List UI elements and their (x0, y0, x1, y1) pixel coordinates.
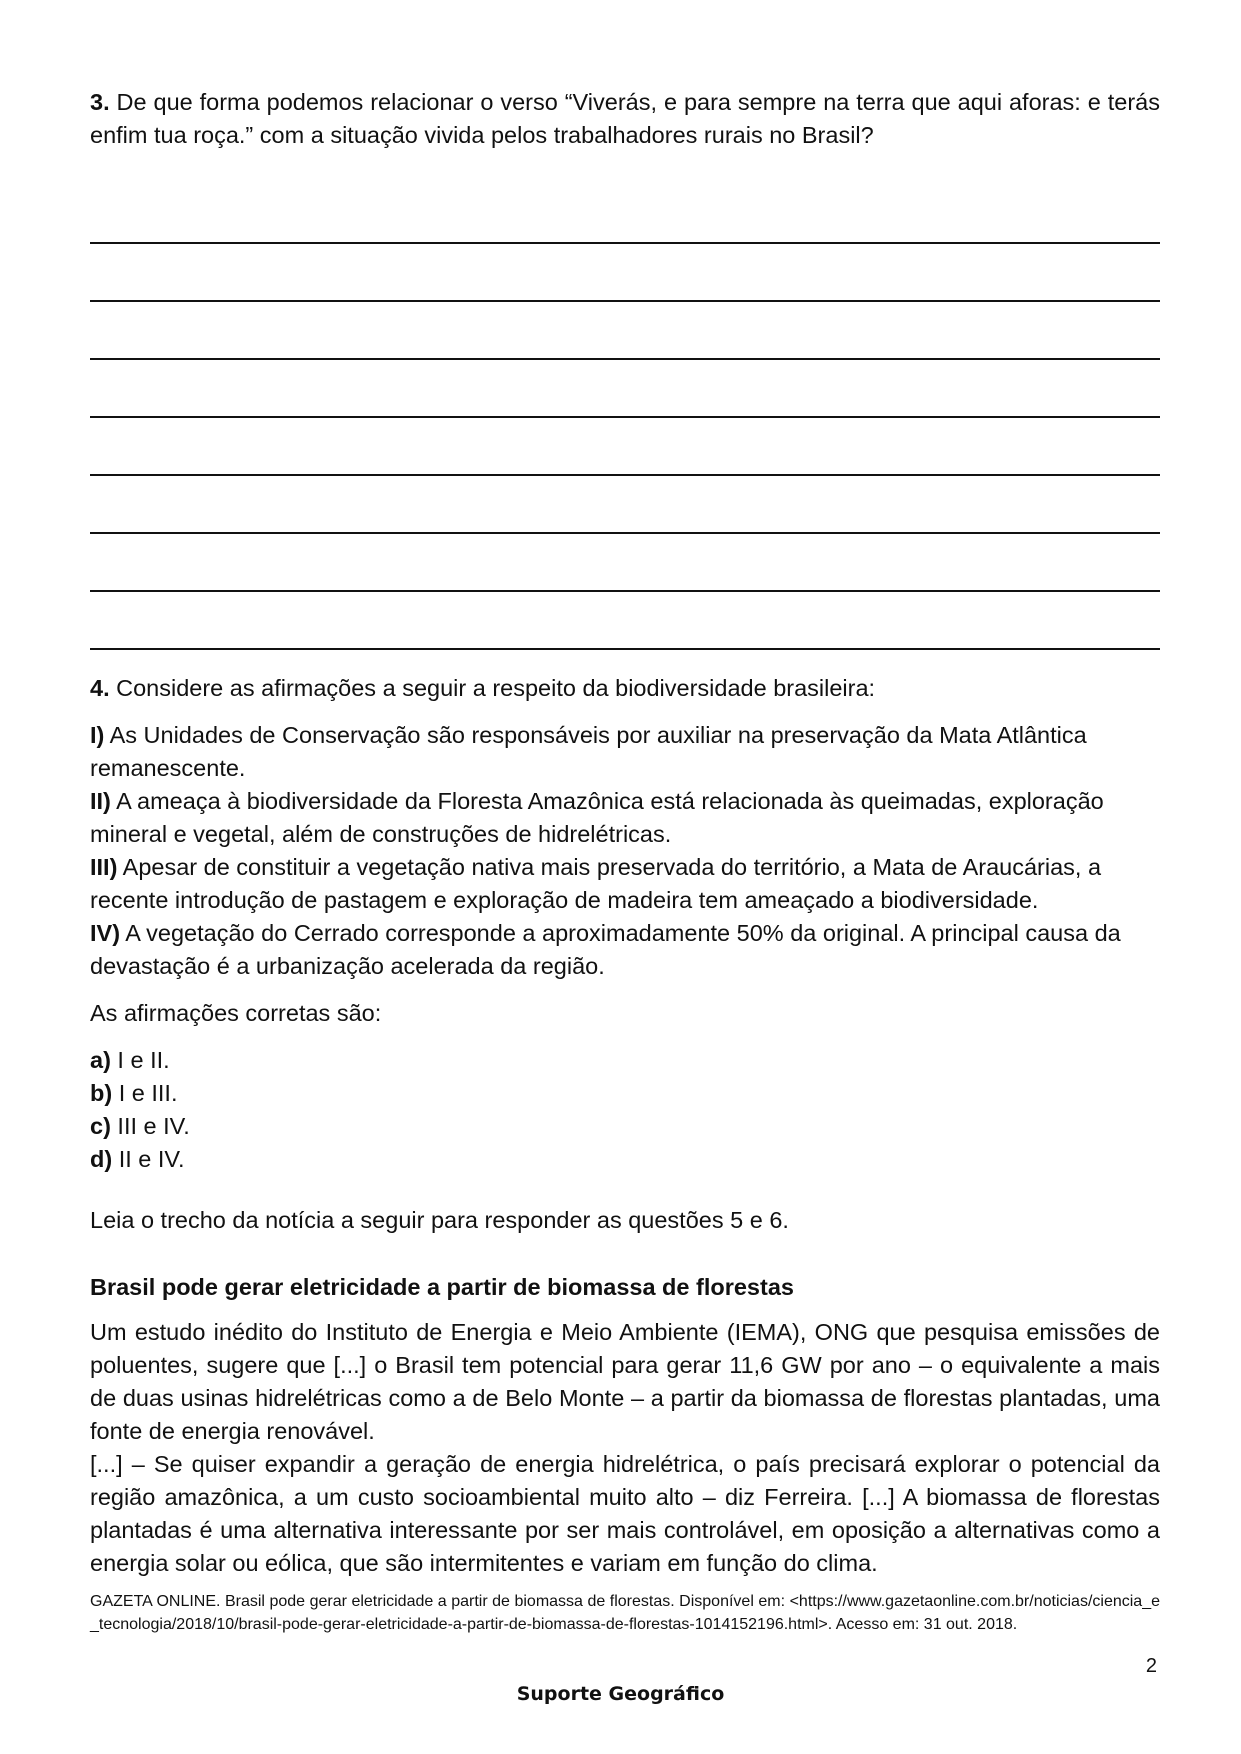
answer-line[interactable] (90, 244, 1160, 302)
statement-label: III) (90, 854, 118, 880)
option-label: b) (90, 1080, 113, 1106)
question-4-number: 4. (90, 675, 110, 701)
answer-line[interactable] (90, 186, 1160, 244)
answer-line[interactable] (90, 360, 1160, 418)
option-text: II e IV. (112, 1146, 185, 1172)
statements-list (90, 719, 1160, 983)
question-4-intro (90, 672, 1160, 705)
question-3-number: 3. (90, 89, 110, 115)
footer-brand: Suporte Geográfico (516, 1683, 725, 1705)
statement-text: A ameaça à biodiversidade da Floresta Amazônica está relacionada às queimadas, exploração mineral e vegetal, além de construções de hidrelétricas. (90, 788, 1104, 847)
option-text: III e IV. (110, 1113, 190, 1139)
article-paragraph-1: Um estudo inédito do Instituto de Energia e Meio Ambiente (IEMA), ONG que pesquisa emissões de poluentes, sugere que [...] o Brasil tem potencial para gerar 11,6 GW por ano – o equivalente a mais de duas usinas hidrelétricas como a de Belo Monte – a partir da biomassa de florestas plantadas, uma fonte de energia renovável. (90, 1319, 1160, 1444)
reading-intro: Leia o trecho da notícia a seguir para responder as questões 5 e 6. (90, 1207, 789, 1233)
statement-text: Apesar de constituir a vegetação nativa mais preservada do território, a Mata de Araucárias, a recente introdução de pastagem e exploração de madeira tem ameaçado a biodiversidade. (90, 854, 1102, 913)
option-label: c) (90, 1113, 111, 1139)
answer-line[interactable] (90, 592, 1160, 650)
article-headline: Brasil pode gerar eletricidade a partir de biomassa de florestas (90, 1274, 794, 1300)
statement-ii (90, 785, 1160, 851)
options-list (90, 1044, 1160, 1176)
question-3 (90, 86, 1160, 152)
option-d[interactable] (90, 1143, 1160, 1176)
answer-line[interactable] (90, 302, 1160, 360)
worksheet-page (90, 86, 1160, 1636)
question-4-prompt: As afirmações corretas são: (90, 1000, 382, 1026)
statement-iii (90, 851, 1160, 917)
article-citation: GAZETA ONLINE. Brasil pode gerar eletricidade a partir de biomassa de florestas. Disponível em: <https://www.gazetaonline.com.br/noticias/ciencia_e_tecnologia/2018/10/brasil-pode-gerar-eletricidade-a-partir-de-biomassa-de-florestas-1014152196.html>. Acesso em: 31 out. 2018. (90, 1593, 1160, 1633)
statement-text: A vegetação do Cerrado corresponde a aproximadamente 50% da original. A principal causa da devastação é a urbanização acelerada da região. (90, 920, 1121, 979)
question-3-text: De que forma podemos relacionar o verso “Viverás, e para sempre na terra que aqui aforas: e terás enfim tua roça.” com a situação vivida pelos trabalhadores rurais no Brasil? (90, 89, 1160, 148)
question-4-intro-text: Considere as afirmações a seguir a respeito da biodiversidade brasileira: (109, 675, 876, 701)
statement-label: II) (90, 788, 111, 814)
option-text: I e III. (112, 1080, 178, 1106)
page-number: 2 (1145, 1655, 1157, 1677)
option-text: I e II. (110, 1047, 170, 1073)
answer-line[interactable] (90, 476, 1160, 534)
statement-label: I) (90, 722, 105, 748)
answer-line[interactable] (90, 418, 1160, 476)
article-body (90, 1316, 1160, 1580)
answer-lines (90, 186, 1160, 650)
option-b[interactable] (90, 1077, 1160, 1110)
statement-text: As Unidades de Conservação são responsáveis por auxiliar na preservação da Mata Atlântica remanescente. (90, 722, 1087, 781)
statement-i (90, 719, 1160, 785)
statement-iv (90, 917, 1160, 983)
option-label: d) (90, 1146, 113, 1172)
statement-label: IV) (90, 920, 121, 946)
option-a[interactable] (90, 1044, 1160, 1077)
answer-line[interactable] (90, 534, 1160, 592)
option-label: a) (90, 1047, 111, 1073)
article-paragraph-2: [...] – Se quiser expandir a geração de energia hidrelétrica, o país precisará explorar o potencial da região amazônica, a um custo socioambiental muito alto – diz Ferreira. [...] A biomassa de florestas plantadas é uma alternativa interessante por ser mais controlável, em oposição a alternativas como a energia solar ou eólica, que são intermitentes e variam em função do clima. (90, 1451, 1160, 1576)
option-c[interactable] (90, 1110, 1160, 1143)
